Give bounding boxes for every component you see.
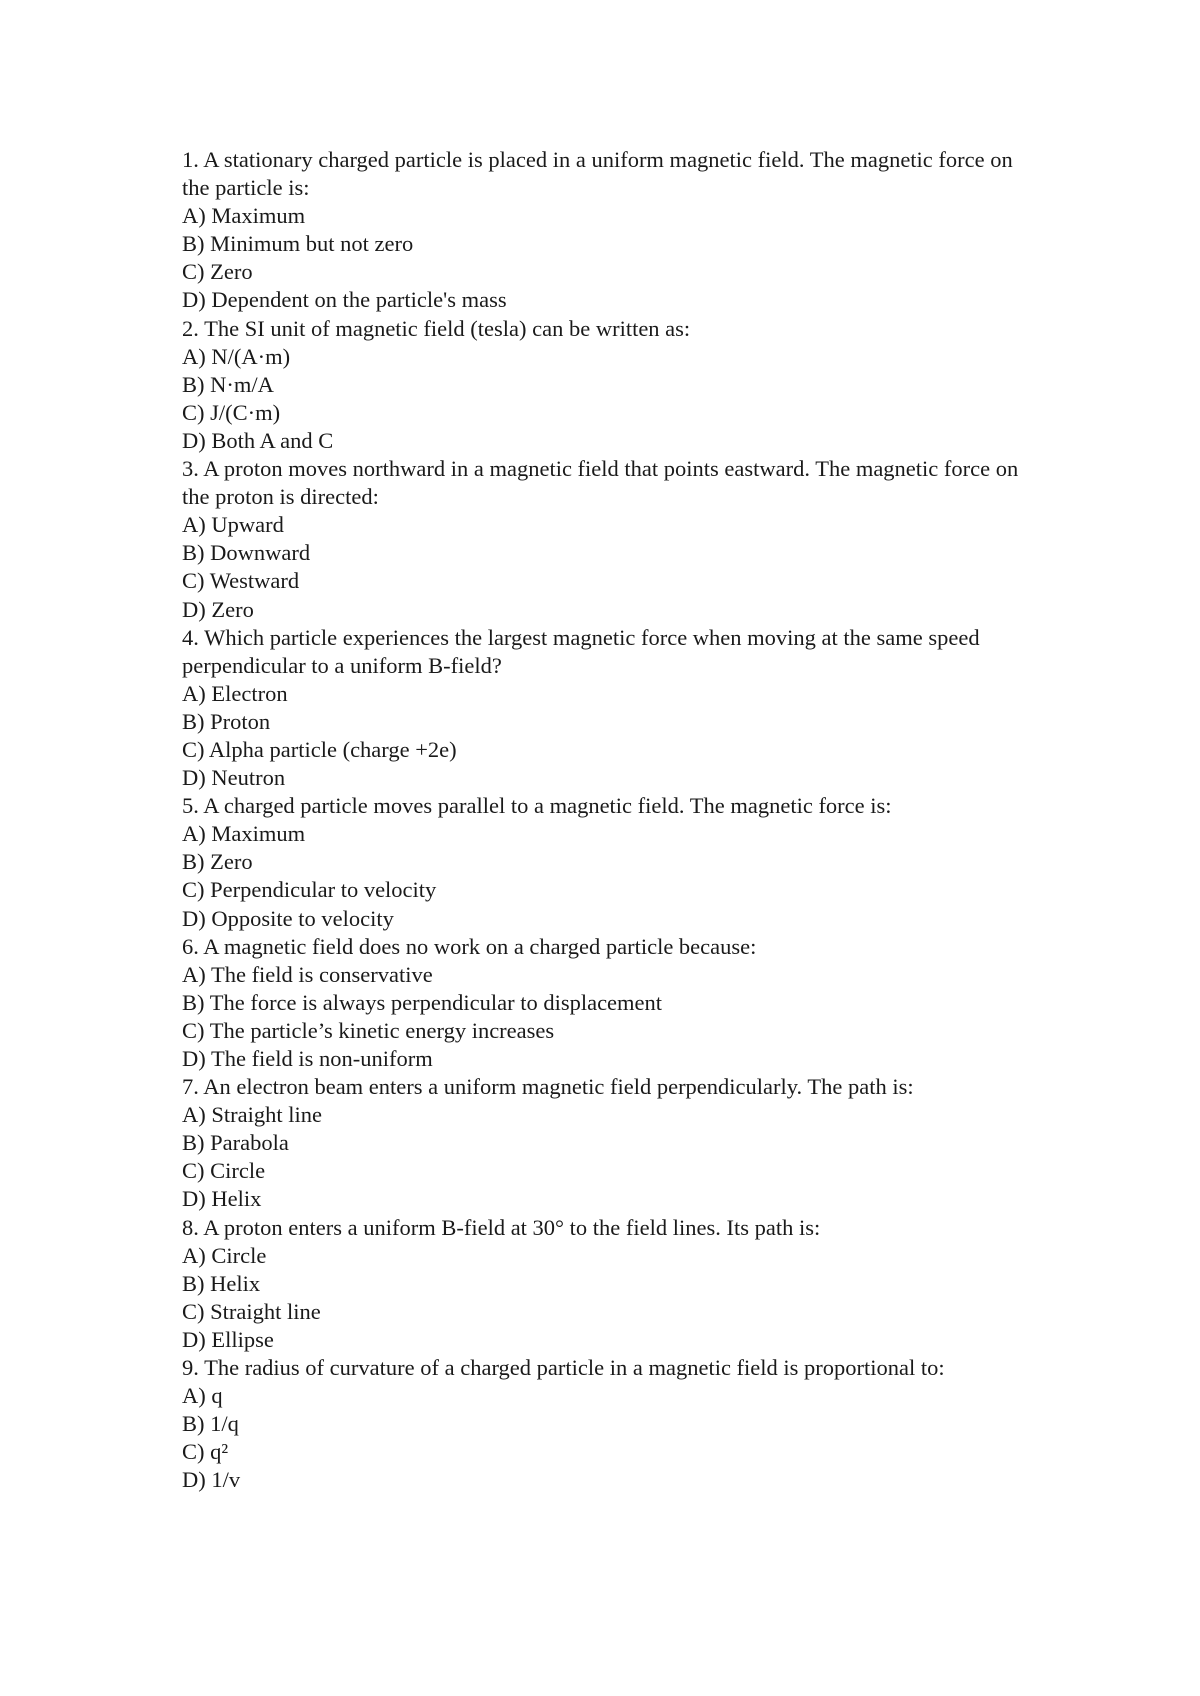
option-b: B) Proton xyxy=(182,708,271,734)
question-7 xyxy=(182,1073,1042,1213)
question-5 xyxy=(182,792,1042,932)
option-b: B) Zero xyxy=(182,849,253,875)
option-a: A) Maximum xyxy=(182,203,306,229)
option-c: C) Straight line xyxy=(182,1298,321,1324)
question-stem: 6. A magnetic field does no work on a charged particle because: xyxy=(182,933,757,959)
option-c: C) Perpendicular to velocity xyxy=(182,877,437,903)
question-stem: 3. A proton moves northward in a magnetic field that points eastward. The magnetic force on the proton is directed: xyxy=(182,456,1024,510)
option-a: A) The field is conservative xyxy=(182,961,433,987)
option-d: D) 1/v xyxy=(182,1467,241,1493)
option-d: D) Helix xyxy=(182,1186,262,1212)
question-2 xyxy=(182,315,1042,455)
question-6 xyxy=(182,933,1042,1073)
option-a: A) Electron xyxy=(182,680,288,706)
question-4 xyxy=(182,624,1042,793)
option-b: B) 1/q xyxy=(182,1411,239,1437)
option-d: D) Dependent on the particle's mass xyxy=(182,287,507,313)
question-8 xyxy=(182,1214,1042,1354)
option-a: A) Maximum xyxy=(182,821,306,847)
question-3 xyxy=(182,455,1042,624)
option-b: B) Downward xyxy=(182,540,311,566)
option-c: C) Alpha particle (charge +2e) xyxy=(182,736,457,762)
question-stem: 7. An electron beam enters a uniform magnetic field perpendicularly. The path is: xyxy=(182,1074,914,1100)
option-c: C) Circle xyxy=(182,1158,266,1184)
option-a: A) Straight line xyxy=(182,1102,322,1128)
option-a: A) Upward xyxy=(182,512,284,538)
option-b: B) Parabola xyxy=(182,1130,289,1156)
option-d: D) Opposite to velocity xyxy=(182,905,394,931)
question-list xyxy=(182,146,1042,1495)
question-stem: 4. Which particle experiences the largest magnetic force when moving at the same speed perpendicular to a uniform B-field? xyxy=(182,624,986,678)
question-stem: 5. A charged particle moves parallel to a magnetic field. The magnetic force is: xyxy=(182,793,892,819)
question-stem: 9. The radius of curvature of a charged particle in a magnetic field is proportional to: xyxy=(182,1355,945,1381)
option-b: B) Minimum but not zero xyxy=(182,231,414,257)
question-1 xyxy=(182,146,1042,315)
question-9 xyxy=(182,1354,1042,1494)
option-c: C) J/(C·m) xyxy=(182,399,281,425)
option-a: A) q xyxy=(182,1383,223,1409)
option-c: C) q² xyxy=(182,1439,229,1465)
question-stem: 2. The SI unit of magnetic field (tesla) can be written as: xyxy=(182,315,691,341)
option-c: C) The particle’s kinetic energy increases xyxy=(182,1017,555,1043)
option-d: D) The field is non-uniform xyxy=(182,1046,433,1071)
option-c: C) Westward xyxy=(182,568,300,594)
option-d: D) Ellipse xyxy=(182,1326,274,1352)
option-d: D) Both A and C xyxy=(182,427,334,453)
option-b: B) The force is always perpendicular to displacement xyxy=(182,989,663,1015)
option-a: A) N/(A·m) xyxy=(182,343,291,369)
option-a: A) Circle xyxy=(182,1242,267,1268)
option-d: D) Neutron xyxy=(182,765,286,791)
option-d: D) Zero xyxy=(182,596,254,622)
question-stem: 8. A proton enters a uniform B-field at 30° to the field lines. Its path is: xyxy=(182,1214,821,1240)
option-b: B) Helix xyxy=(182,1270,261,1296)
option-c: C) Zero xyxy=(182,259,253,285)
question-stem: 1. A stationary charged particle is placed in a uniform magnetic field. The magnetic force on the particle is: xyxy=(182,147,1019,201)
option-b: B) N·m/A xyxy=(182,371,274,397)
